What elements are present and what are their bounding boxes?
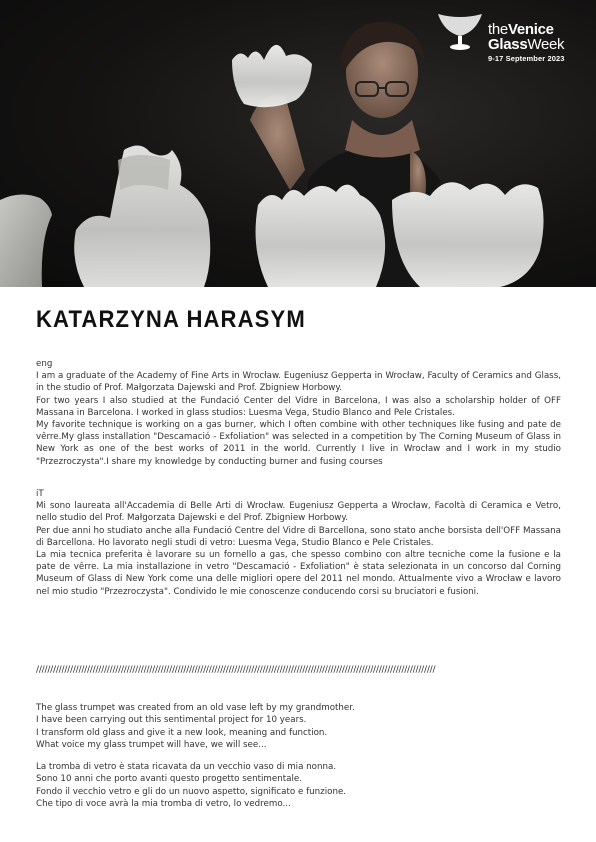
glass-goblet-icon bbox=[436, 12, 484, 52]
statement-line: La tromba di vetro è stata ricavata da un vecchio vaso di mia nonna. bbox=[36, 762, 337, 772]
statement-line: What voice my glass trumpet will have, we will see... bbox=[36, 739, 267, 750]
hero-photo bbox=[0, 0, 596, 287]
bio-english bbox=[36, 358, 561, 468]
bio-it-paragraph: La mia tecnica preferita è lavorare su un fornello a gas, che spesso combino con altre tecniche come la fusione e la pate de vêrre. La mia installazione in vetro "Descamació - Exfoliation" è stata selezionata in un concorso dal Corning Museum of Glass di New York come una delle migliori opere del 2011 nel mondo. Attualmente vivo a Wrocław e lavoro nel mio studio "Przezroczysta". Condivido le mie conoscenze conducendo corsi su bruciatori e fusioni. bbox=[36, 550, 561, 597]
logo-glass: Glass bbox=[488, 36, 528, 53]
statement-english bbox=[36, 702, 561, 751]
event-dates: 9-17 September 2023 bbox=[488, 54, 565, 63]
bio-en-paragraph: I am a graduate of the Academy of Fine Arts in Wrocław. Eugeniusz Gepperta in Wrocław, Faculty of Ceramics and Glass, in the studio of Prof. Małgorzata Dajewski and Prof. Zbigniew Horbowy. bbox=[36, 371, 561, 394]
bio-it-paragraph: Per due anni ho studiato anche alla Fundació Centre del Vidre di Barcellona, sono stato anche borsista dell'OFF Massana di Barcellona. Ho lavorato negli studi di vetro: Luesma Vega, Studio Blanco e Pele Cristales. bbox=[36, 525, 561, 548]
logo-week: Week bbox=[527, 36, 565, 53]
bio-en-paragraph: For two years I also studied at the Fundació Center del Vidre in Barcelona, I was also a scholarship holder of OFF Massana in Barcelona. I worked in glass studios: Luesma Vega, Studio Blanco and Pele Cristales. bbox=[36, 395, 561, 418]
logo-venice: Venice bbox=[507, 21, 554, 38]
venice-glass-week-logo bbox=[434, 12, 574, 64]
artist-name: KATARZYNA HARASYM bbox=[36, 306, 306, 333]
statement-line: Fondo il vecchio vetro e gli do un nuovo aspetto, significato e funzione. bbox=[36, 786, 347, 797]
statement-line: I have been carrying out this sentimental project for 10 years. bbox=[36, 715, 307, 726]
lang-label-italian: iT bbox=[36, 489, 44, 499]
statement-line: Sono 10 anni che porto avanti questo progetto sentimentale. bbox=[36, 774, 302, 785]
statement-line: Che tipo di voce avrà la mia tromba di vetro, lo vedremo... bbox=[36, 798, 291, 809]
bio-en-paragraph: My favorite technique is working on a gas burner, which I often combine with other techniques like fusing and pate de vêrre.My glass installation "Descamació - Exfoliation" was selected in a competition by The Corning Museum of Glass in New York as one of the best works of 2011 in the world. Currently I live in Wrocław and I work in my studio "Przezroczysta".I share my knowledge by conducting burner and fusing courses bbox=[36, 420, 561, 467]
bio-it-paragraph: Mi sono laureata all'Accademia di Belle Arti di Wrocław. Eugeniusz Gepperta a Wrocław, Facoltà di Ceramica e Vetro, nello studio del Prof. Małgorzata Dajewski e del Prof. Zbigniew Horbowy. bbox=[36, 501, 561, 524]
lang-label-english: eng bbox=[36, 359, 53, 369]
bio-italian bbox=[36, 488, 561, 598]
slash-divider: ///////////////////////////////////////////////////////////////////////////////////////////////////////////////////////////////////////////// bbox=[36, 665, 436, 675]
statement-italian bbox=[36, 761, 561, 810]
statement-line: The glass trumpet was created from an old vase left by my grandmother. bbox=[36, 703, 355, 713]
logo-the: the bbox=[488, 21, 508, 38]
statement-line: I transform old glass and give it a new look, meaning and function. bbox=[36, 727, 328, 738]
